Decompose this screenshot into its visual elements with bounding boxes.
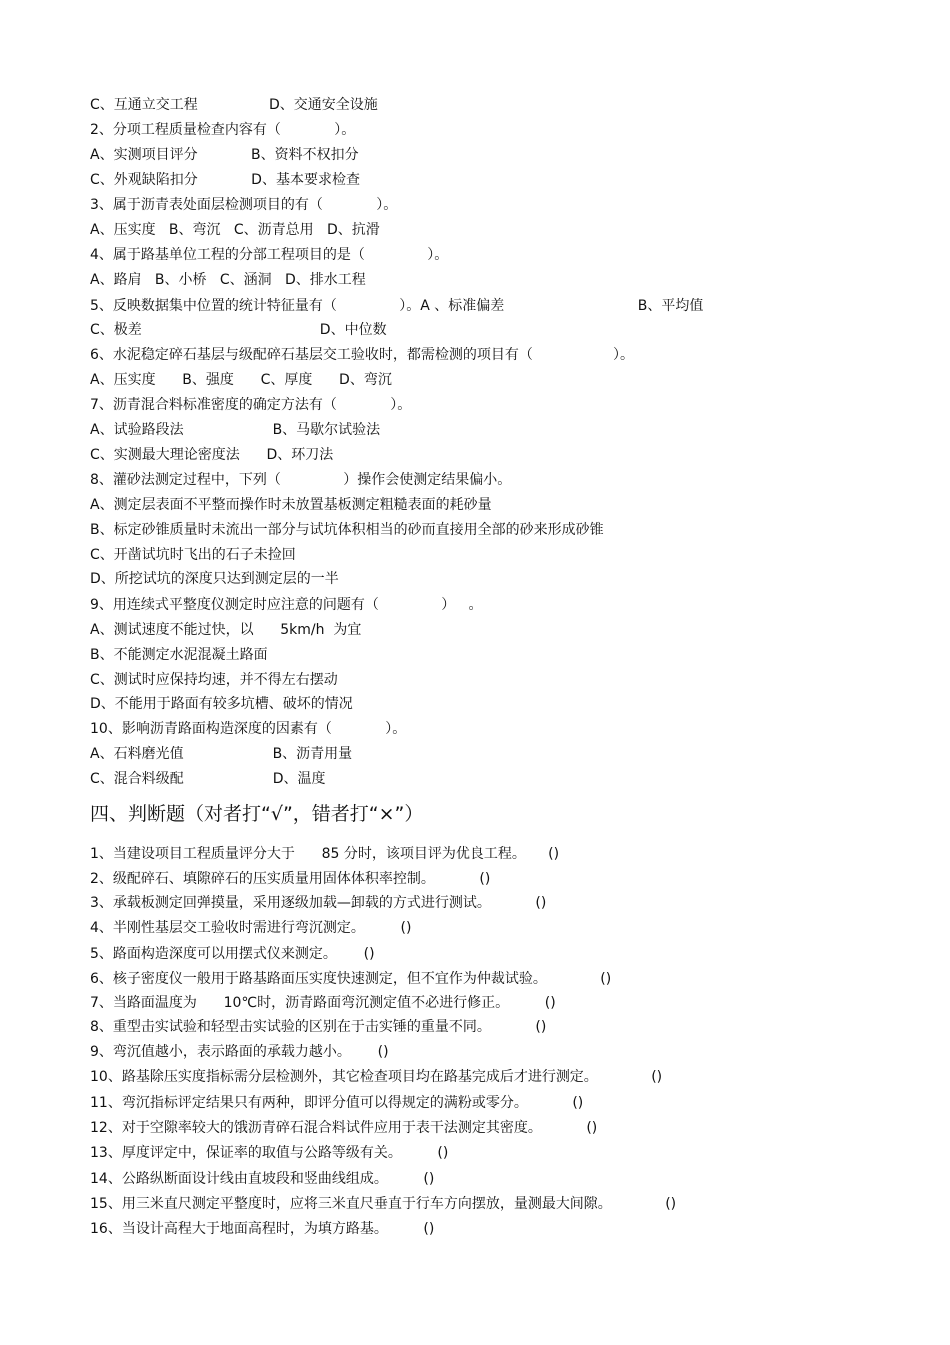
question-line: 10、影响沥青路面构造深度的因素有（ ）。 — [90, 721, 407, 737]
question-line: 2、分项工程质量检查内容有（ ）。 — [90, 122, 356, 138]
question-line: 7、当路面温度为 10℃时，沥青路面弯沉测定值不必进行修正。 () — [90, 995, 556, 1011]
question-line: C、测试时应保持均速，并不得左右摆动 — [90, 672, 338, 688]
question-line: C、混合料级配 D、温度 — [90, 771, 326, 787]
question-line: C、外观缺陷扣分 D、基本要求检查 — [90, 172, 360, 188]
question-line: A、路肩 B、小桥 C、涵洞 D、排水工程 — [90, 272, 366, 288]
question-line: D、所挖试坑的深度只达到测定层的一半 — [90, 571, 339, 587]
question-line: 5、路面构造深度可以用摆式仪来测定。 () — [90, 946, 375, 962]
question-line: B、不能测定水泥混凝土路面 — [90, 647, 268, 663]
question-line: 8、重型击实试验和轻型击实试验的区别在于击实锤的重量不同。 () — [90, 1019, 547, 1035]
question-line: 5、反映数据集中位置的统计特征量有（ ）。A 、标准偏差 B、平均值 — [90, 298, 704, 314]
question-line: 8、灌砂法测定过程中，下列（ ）操作会使测定结果偏小。 — [90, 472, 512, 488]
question-line: 16、当设计高程大于地面高程时，为填方路基。 () — [90, 1221, 435, 1237]
question-line: 10、路基除压实度指标需分层检测外，其它检查项目均在路基完成后才进行测定。 () — [90, 1069, 663, 1085]
question-line: 14、公路纵断面设计线由直坡段和竖曲线组成。 () — [90, 1171, 435, 1187]
question-line: C、极差 D、中位数 — [90, 322, 387, 338]
question-line: 3、属于沥青表处面层检测项目的有（ ）。 — [90, 197, 398, 213]
question-line: 1、当建设项目工程质量评分大于 85 分时，该项目评为优良工程。 () — [90, 846, 560, 862]
section-heading: 四、判断题（对者打“√”，错者打“×”） — [90, 803, 424, 825]
question-line: C、实测最大理论密度法 D、环刀法 — [90, 447, 334, 463]
question-line: 9、用连续式平整度仪测定时应注意的问题有（ ） 。 — [90, 597, 483, 613]
question-line: 4、半刚性基层交工验收时需进行弯沉测定。 () — [90, 920, 412, 936]
question-line: A、测试速度不能过快，以 5km/h 为宜 — [90, 622, 362, 638]
question-line: C、开凿试坑时飞出的石子未捡回 — [90, 547, 296, 563]
question-line: A、压实度 B、弯沉 C、沥青总用 D、抗滑 — [90, 222, 380, 238]
question-line: 2、级配碎石、填隙碎石的压实质量用固体体积率控制。 () — [90, 871, 491, 887]
question-line: A、测定层表面不平整而操作时未放置基板测定粗糙表面的耗砂量 — [90, 497, 492, 513]
question-line: B、标定砂锥质量时未流出一部分与试坑体积相当的砂而直接用全部的砂来形成砂锥 — [90, 522, 604, 538]
question-line: 12、对于空隙率较大的饿沥青碎石混合料试件应用于表干法测定其密度。 () — [90, 1120, 598, 1136]
question-line: C、互通立交工程 D、交通安全设施 — [90, 97, 378, 113]
question-line: D、不能用于路面有较多坑槽、破坏的情况 — [90, 696, 353, 712]
question-line: 3、承载板测定回弹摸量，采用逐级加载—卸载的方式进行测试。 () — [90, 895, 547, 911]
question-line: 13、厚度评定中，保证率的取值与公路等级有关。 () — [90, 1145, 449, 1161]
question-line: A、压实度 B、强度 C、厚度 D、弯沉 — [90, 372, 392, 388]
question-line: 7、沥青混合料标准密度的确定方法有（ ）。 — [90, 397, 412, 413]
question-line: 6、核子密度仪一般用于路基路面压实度快速测定，但不宜作为仲裁试验。 () — [90, 971, 612, 987]
question-line: A、石料磨光值 B、沥青用量 — [90, 746, 353, 762]
question-line: 6、水泥稳定碎石基层与级配碎石基层交工验收时，都需检测的项目有（ ）。 — [90, 347, 635, 363]
question-line: 15、用三米直尺测定平整度时，应将三米直尺垂直于行车方向摆放，量测最大间隙。 () — [90, 1196, 677, 1212]
question-line: A、试验路段法 B、马歇尔试验法 — [90, 422, 381, 438]
question-line: A、实测项目评分 B、资料不权扣分 — [90, 147, 359, 163]
question-line: 11、弯沉指标评定结果只有两种，即评分值可以得规定的满粉或零分。 () — [90, 1095, 584, 1111]
question-line: 9、弯沉值越小，表示路面的承载力越小。 () — [90, 1044, 389, 1060]
question-line: 4、属于路基单位工程的分部工程项目的是（ ）。 — [90, 247, 449, 263]
